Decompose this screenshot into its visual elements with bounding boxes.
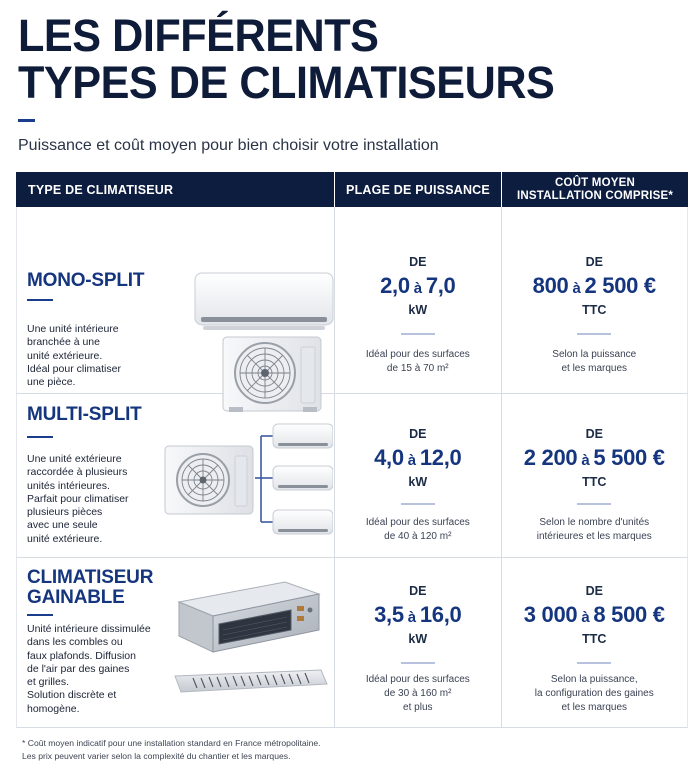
- desc-line: raccordée à plusieurs: [27, 466, 128, 479]
- power-from-label: DE: [409, 584, 427, 598]
- type-description: [27, 623, 167, 716]
- desc-line: plusieurs pièces: [27, 506, 103, 519]
- type-name: [27, 568, 153, 608]
- note-line: Selon la puissance,: [550, 674, 638, 685]
- page-title: [18, 12, 554, 106]
- cost-min: 800: [532, 273, 569, 298]
- note-line: Idéal pour des surfaces: [365, 517, 470, 528]
- page-subtitle: Puissance et coût moyen pour bien choisir votre installation: [18, 137, 439, 154]
- power-max: 7,0: [425, 273, 456, 298]
- desc-line: faux plafonds. Diffusion: [27, 649, 136, 662]
- header-cost-line-1: COÛT MOYEN: [555, 176, 635, 189]
- type-name-line-2: GAINABLE: [27, 587, 125, 608]
- desc-line: branchée à une: [27, 336, 100, 349]
- range-separator: à: [407, 452, 416, 469]
- power-cell: [334, 394, 501, 557]
- desc-line: unités intérieures.: [27, 479, 110, 492]
- divider: [401, 503, 435, 505]
- cost-from-label: DE: [585, 584, 603, 598]
- header-power: PLAGE DE PUISSANCE: [334, 172, 501, 207]
- desc-line: avec une seule: [27, 519, 98, 532]
- power-from-label: DE: [409, 255, 427, 269]
- cost-cell: [501, 558, 687, 727]
- range-separator: à: [581, 452, 590, 469]
- cost-cell: [501, 207, 687, 393]
- power-note: [366, 673, 470, 715]
- note-line: de 15 à 70 m²: [386, 363, 449, 374]
- header-type: TYPE DE CLIMATISEUR: [28, 182, 174, 197]
- note-line: Idéal pour des surfaces: [365, 349, 470, 360]
- type-name: MONO-SPLIT: [27, 270, 145, 291]
- power-note: [366, 348, 470, 376]
- power-min: 2,0: [380, 273, 410, 298]
- desc-line: homogène.: [27, 702, 80, 715]
- power-range: [374, 445, 461, 471]
- type-description: [27, 323, 155, 389]
- table-row-multi-split: [16, 394, 688, 558]
- divider: [401, 333, 435, 335]
- divider: [577, 333, 611, 335]
- type-cell: [17, 394, 334, 557]
- note-line: et les marques: [561, 702, 628, 713]
- footnote-line-1: * Coût moyen indicatif pour une installation standard en France métropolitaine.: [22, 738, 321, 748]
- cost-unit: TTC: [582, 632, 607, 646]
- divider: [401, 662, 435, 664]
- desc-line: Une unité intérieure: [27, 323, 119, 335]
- divider: [577, 503, 611, 505]
- table-row-gainable: [16, 558, 688, 728]
- power-max: 16,0: [419, 602, 462, 627]
- ducted-unit-illustration: [167, 580, 333, 708]
- range-separator: à: [413, 280, 422, 297]
- power-range: [380, 273, 455, 299]
- range-separator: à: [407, 609, 416, 626]
- note-line: et les marques: [561, 363, 628, 374]
- note-line: Idéal pour des surfaces: [365, 674, 470, 685]
- cost-min: 3 000: [523, 602, 578, 627]
- note-line: de 30 à 160 m²: [384, 688, 452, 699]
- cost-range: [533, 273, 656, 299]
- power-range: [374, 602, 461, 628]
- page-title-line-1: LES DIFFÉRENTS: [18, 10, 379, 61]
- desc-line: Parfait pour climatiser: [27, 492, 129, 505]
- cost-note: [552, 348, 636, 376]
- table-header: [16, 172, 688, 207]
- power-max: 12,0: [419, 445, 462, 470]
- desc-line: Une unité extérieure: [27, 453, 122, 465]
- page-title-line-2: TYPES DE CLIMATISEURS: [18, 57, 555, 108]
- type-description: [27, 453, 155, 546]
- cost-max: 2 500 €: [584, 273, 656, 298]
- cost-max: 8 500 €: [593, 602, 665, 627]
- power-unit: kW: [408, 303, 428, 317]
- cost-unit: TTC: [582, 475, 607, 489]
- divider: [577, 662, 611, 664]
- header-cost-line-2: INSTALLATION COMPRISE*: [516, 189, 674, 202]
- power-min: 4,0: [374, 445, 404, 470]
- cost-from-label: DE: [585, 427, 603, 441]
- cost-note: [535, 673, 654, 715]
- type-cell: [17, 207, 334, 393]
- power-min: 3,5: [374, 602, 404, 627]
- cost-from-label: DE: [585, 255, 603, 269]
- note-line: la configuration des gaines: [534, 688, 654, 699]
- range-separator: à: [572, 280, 581, 297]
- power-note: [366, 516, 470, 544]
- desc-line: et grilles.: [27, 676, 70, 689]
- desc-line: Unité intérieure dissimulée: [27, 623, 151, 635]
- power-cell: [334, 558, 501, 727]
- type-name: MULTI-SPLIT: [27, 404, 142, 425]
- table-row-mono-split: [16, 207, 688, 394]
- cost-max: 5 500 €: [593, 445, 665, 470]
- power-cell: [334, 207, 501, 393]
- note-line: intérieures et les marques: [536, 531, 652, 542]
- mono-split-illustration: [177, 271, 337, 413]
- cost-cell: [501, 394, 687, 557]
- type-cell: [17, 558, 334, 727]
- cost-range: [524, 602, 665, 628]
- cost-range: [524, 445, 665, 471]
- note-line: de 40 à 120 m²: [384, 531, 452, 542]
- note-line: Selon la puissance: [552, 349, 637, 360]
- desc-line: de l'air par des gaines: [27, 662, 130, 675]
- range-separator: à: [581, 609, 590, 626]
- header-cost: [501, 172, 688, 207]
- desc-line: Solution discrète et: [27, 689, 117, 702]
- desc-line: Idéal pour climatiser: [27, 362, 121, 375]
- power-from-label: DE: [409, 427, 427, 441]
- note-line: Selon le nombre d'unités: [539, 517, 650, 528]
- multi-split-illustration: [147, 414, 333, 544]
- title-underline: [18, 119, 35, 122]
- footnote: [22, 737, 321, 763]
- cost-note: [537, 516, 652, 544]
- footnote-line-2: Les prix peuvent varier selon la complexité du chantier et les marques.: [22, 751, 291, 761]
- type-underline: [27, 299, 53, 301]
- desc-line: unité extérieure.: [27, 349, 103, 362]
- cost-unit: TTC: [582, 303, 607, 317]
- cost-min: 2 200: [523, 445, 578, 470]
- power-unit: kW: [408, 475, 428, 489]
- desc-line: unité extérieure.: [27, 532, 103, 545]
- desc-line: une pièce.: [27, 376, 76, 389]
- note-line: et plus: [403, 702, 433, 713]
- type-underline: [27, 614, 53, 616]
- comparison-table: [16, 172, 688, 728]
- desc-line: dans les combles ou: [27, 636, 123, 649]
- power-unit: kW: [408, 632, 428, 646]
- type-name-line-1: CLIMATISEUR: [27, 567, 154, 588]
- type-underline: [27, 436, 53, 438]
